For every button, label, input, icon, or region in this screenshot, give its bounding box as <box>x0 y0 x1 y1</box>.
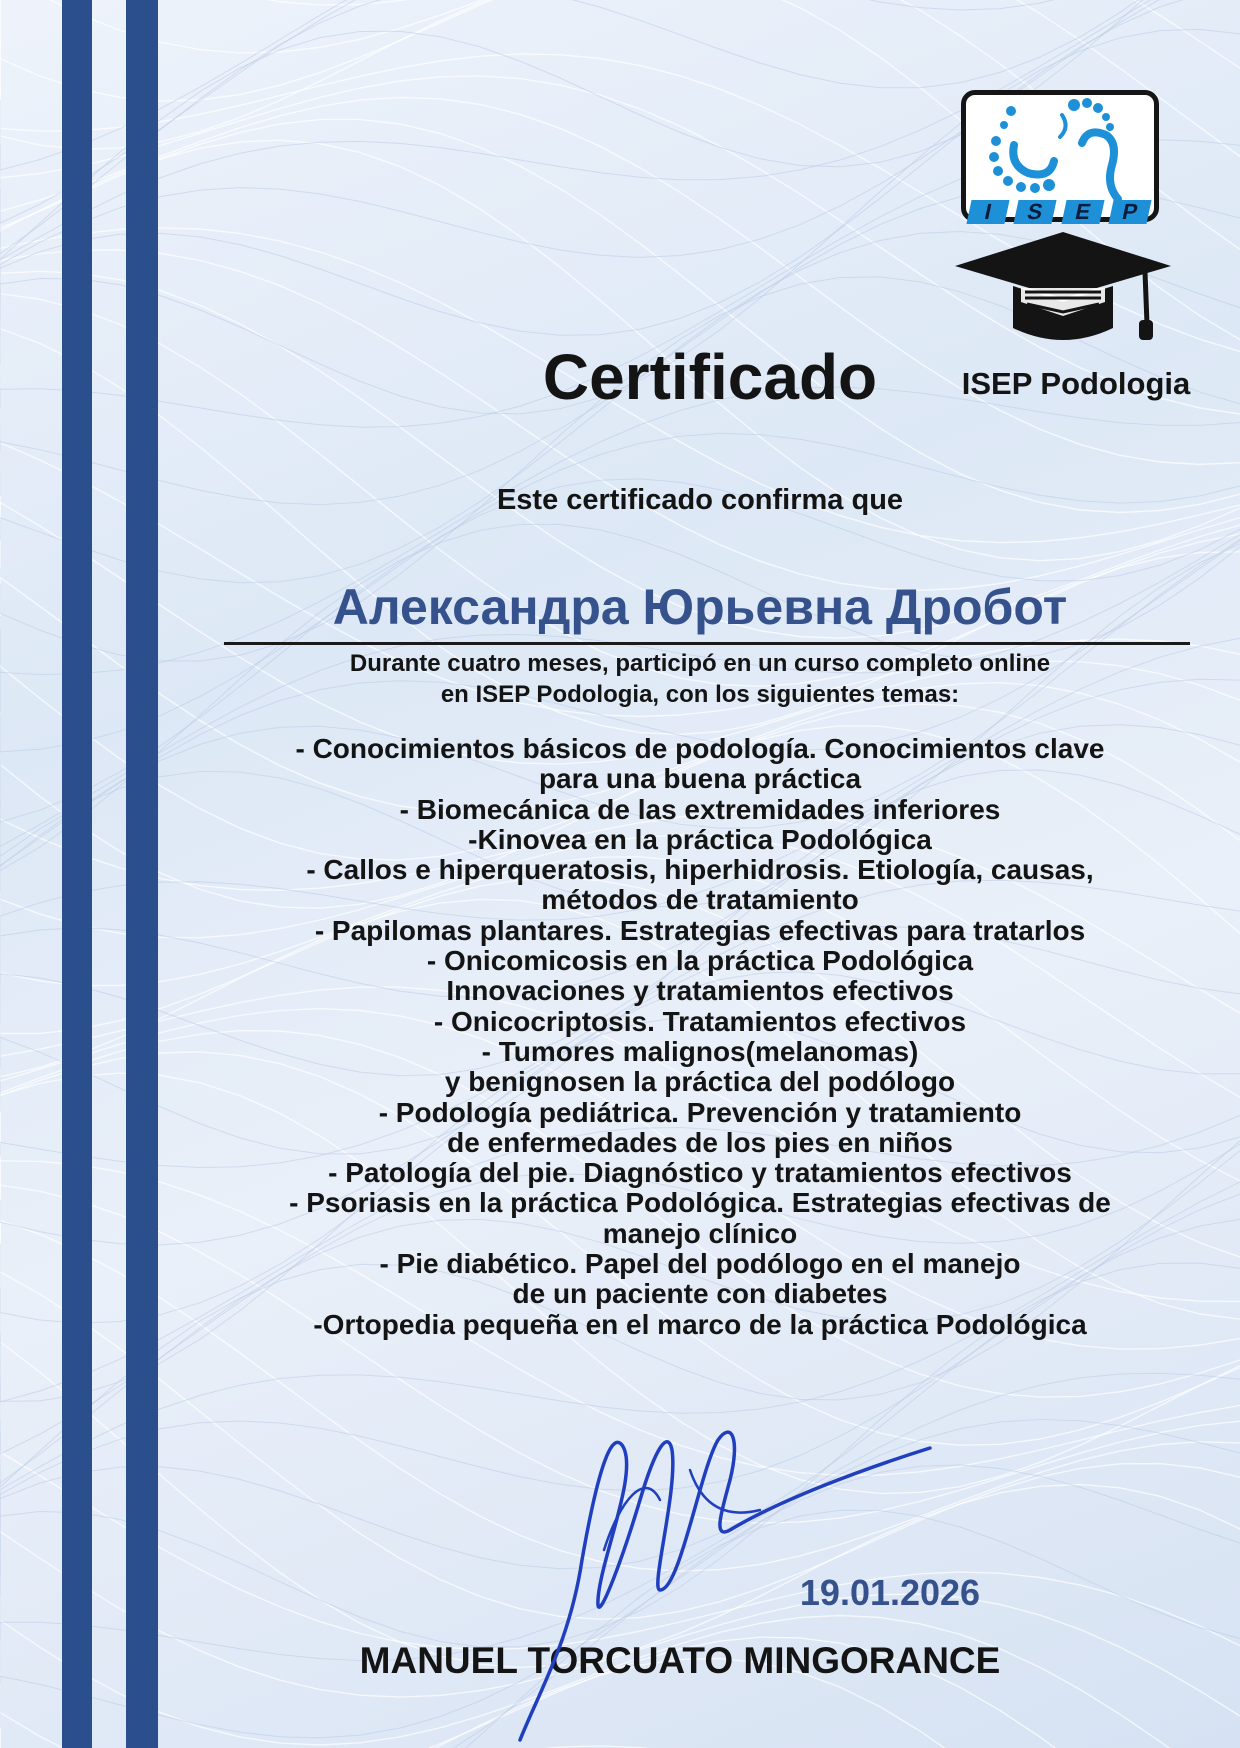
topic-line: - Tumores malignos(melanomas) <box>481 1035 919 1067</box>
left-border-stripe <box>62 0 92 1748</box>
topic-line: métodos de tratamiento <box>541 884 859 916</box>
topic-line: - Callos e hiperqueratosis, hiperhidrosis. Etiología, causas, <box>306 854 1094 886</box>
graduation-cap-icon <box>955 232 1171 344</box>
topic-line: - Biomecánica de las extremidades inferiores <box>399 793 1001 825</box>
topic-line: de un paciente con diabetes <box>512 1278 888 1310</box>
topic-line: y benignosen la práctica del podólogo <box>444 1066 956 1098</box>
logo-letter: E <box>1061 200 1104 224</box>
topic-line: -Kinovea en la práctica Podológica <box>468 823 932 855</box>
topic-line: - Patología del pie. Diagnóstico y tratamientos efectivos <box>328 1157 1072 1189</box>
description-line: en ISEP Podologia, con los siguientes temas: <box>440 681 960 708</box>
intro-text: Este certificado confirma que <box>496 484 904 516</box>
right-border-stripe <box>126 0 158 1748</box>
description-line: Durante cuatro meses, participó en un curso completo online <box>349 650 1051 677</box>
topic-line: - Psoriasis en la práctica Podológica. Estrategias efectivas de <box>289 1187 1111 1219</box>
topic-line: - Onicocriptosis. Tratamientos efectivos <box>433 1005 967 1037</box>
course-description <box>250 648 1150 710</box>
issue-date: 19.01.2026 <box>799 1572 981 1613</box>
recipient-name: Александра Юрьевна Дробот <box>332 579 1068 635</box>
topic-line: de enfermedades de los pies en niños <box>447 1126 953 1158</box>
logo-letter-band <box>969 200 1149 224</box>
logo-letter: S <box>1014 200 1057 224</box>
name-underline <box>224 642 1190 645</box>
organization-name: ISEP Podologia <box>961 366 1191 401</box>
topics-list <box>200 734 1200 1340</box>
logo-letter: I <box>966 200 1009 224</box>
topic-line: - Conocimientos básicos de podología. Conocimientos clave <box>295 733 1105 764</box>
isep-logo <box>955 84 1171 344</box>
topic-line: - Podología pediátrica. Prevención y tratamiento <box>378 1096 1022 1128</box>
topic-line: - Pie diabético. Papel del podólogo en el manejo <box>379 1248 1021 1280</box>
topic-line: Innovaciones y tratamientos efectivos <box>446 975 954 1007</box>
logo-letter: P <box>1108 200 1151 224</box>
topic-line: - Onicomicosis en la práctica Podológica <box>426 945 974 977</box>
certificate-title: Certificado <box>542 341 878 413</box>
topic-line: - Papilomas plantares. Estrategias efectivas para tratarlos <box>314 914 1086 946</box>
topic-line: manejo clínico <box>602 1217 798 1249</box>
topic-line: para una buena práctica <box>538 763 862 795</box>
signer-name: MANUEL TORCUATO MINGORANCE <box>359 1640 1001 1681</box>
topic-line: -Ortopedia pequeña en el marco de la práctica Podológica <box>313 1308 1087 1340</box>
